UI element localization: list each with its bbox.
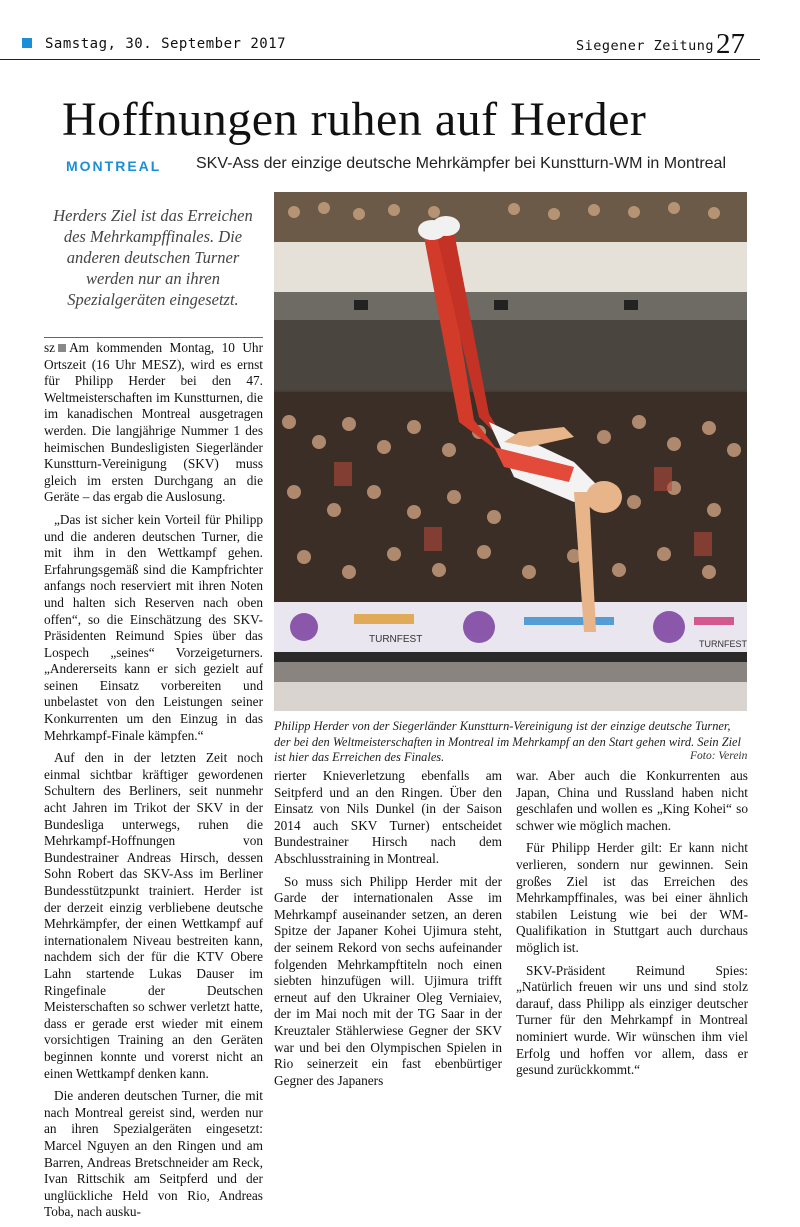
headline: Hoffnungen ruhen auf Herder <box>62 93 647 146</box>
banner-text: TURNFEST <box>699 639 747 649</box>
newspaper-name: Siegener Zeitung <box>576 38 715 54</box>
article-column-2 <box>274 768 502 1095</box>
dateline: MONTREAL <box>66 158 162 174</box>
banner-text: TURNFEST <box>369 634 423 645</box>
byline-marker <box>58 344 66 352</box>
paragraph: Für Philipp Herder gilt: Er kann nicht verlieren, sondern nur gewinnen. Sein großes Ziel ist das Erreichen des Mehrkampffinales, was bei einer ähnlich stabilen Leistung wie bei der WM-Qualifikation in Stuttgart auch durchaus möglich ist. <box>516 840 748 955</box>
paragraph: rierter Knieverletzung ebenfalls am Seitpferd und an den Ringen. Über den Einsatz von Nils Dunkel (in der Saison 2014 auch SKV Turner) entscheidet Bundestrainer Hirsch nach dem Abschlusstraining in Montreal. <box>274 768 502 866</box>
issue-date: Samstag, 30. September 2017 <box>45 36 287 52</box>
article-column-1 <box>44 340 263 1227</box>
header-rule <box>0 59 760 60</box>
page-number: 27 <box>716 28 745 60</box>
paragraph: SKV-Präsident Reimund Spies: „Natürlich freuen wir uns und sind stolz darauf, dass Philipp als einziger deutscher Turner für den Mehrkampf in Montreal nominiert wurde. Wir wünschen ihm viel Erfolg und hoffen vor allem, dass er gesund zurückkommt.“ <box>516 962 748 1078</box>
paragraph: „Das ist sicher kein Vorteil für Philipp und die anderen deutschen Turner, die mit ihm in den Wettkampf gehen. Erfahrungsgemäß sind die Kampfrichter anfangs noch reserviert mit ihren Noten und halten sich Reserven nach oben offen“, so die Einschätzung des SKV-Präsidenten Reimund Spies über das Lospech „seines“ Vorzeigeturners. „Andererseits kann er sich gezielt auf seinen Einsatz vorbereiten und unbelastet von den Leistungen seiner Konkurrenten um den Einzug in das Mehrkampf-Finale kämpfen.“ <box>44 511 263 743</box>
gymnast-photo <box>274 192 747 711</box>
paragraph: war. Aber auch die Konkurrenten aus Japan, China und Russland haben nicht geschlafen und wollen es „King Kohei“ so schwer wie möglich machen. <box>516 768 748 833</box>
paragraph-text: Am kommenden Montag, 10 Uhr Ortszeit (16 Uhr MESZ), wird es ernst für Philipp Herder bei den 47. Weltmeisterschaften im Kunstturnen, die im kanadischen Montreal ausgetragen werden. Die langjährige Nummer 1 des heimischen Bundesligisten Siegerländer Kunstturn-Vereinigung (SKV) muss gleich im ersten Durchgang an die Geräte – das ergab die Auslosung. <box>44 340 263 505</box>
paragraph: Die anderen deutschen Turner, die mit nach Montreal gereist sind, werden nur an ihren Spezialgeräten eingesetzt: Marcel Nguyen an den Ringen und am Barren, Andreas Bretschneider am Reck, Ivan Rittschik am Seitpferd und der unglückliche Held von Rio, Andreas Toba, nach ausku- <box>44 1088 263 1220</box>
subheadline: SKV-Ass der einzige deutsche Mehrkämpfer bei Kunstturn-WM in Montreal <box>196 155 727 172</box>
pull-quote: Herders Ziel ist das Erreichen des Mehrkampffinales. Die anderen deutschen Turner werden nur an ihren Spezialgeräten eingesetzt. <box>53 206 253 309</box>
paragraph <box>44 340 263 506</box>
section-marker <box>22 38 32 48</box>
photo-credit: Foto: Verein <box>690 750 748 762</box>
paragraph: Auf den in der letzten Zeit noch einmal sichtbar kräftiger gewordenen Schultern des Berliners, seit nunmehr acht Jahren im Trikot der SKV in der Bundesliga unterwegs, ruhen die Mehrkampf-Hoffnungen von Bundestrainer Andreas Hirsch, dessen Sohn Robert das SKV-Ass im Berliner Bundesstützpunkt trainiert. Herder ist der derzeit einzig verbliebene deutsche Mehrkämpfer, der einen Wettkampf auf internationalem Niveau bestreiten kann, nachdem sich der für die KTV Obere Lahn startende Lukas Dauser im Ringefinale der Deutschen Meisterschaften so schwer verletzt hatte, dass er gerade erst wieder mit einem vorsichtigen Training an den Geräten beginnen konnte und vorerst nicht an einen Wettkampf denken kann. <box>44 750 263 1081</box>
photo-caption: Philipp Herder von der Siegerländer Kunstturn-Vereinigung ist der einzige deutsche Turner, der bei den Weltmeisterschaften in Montreal im Mehrkampf an den Start gehen wird. Sein Ziel ist hier das Erreichen des Finales. <box>274 719 741 764</box>
pull-quote-rule <box>44 337 263 338</box>
article-column-3 <box>516 768 748 1085</box>
byline: sz <box>44 340 56 355</box>
paragraph: So muss sich Philipp Herder mit der Garde der internationalen Asse im Mehrkampf auseinander setzen, an deren Spitze der Japaner Kohei Ujimura steht, der seinem Rekord von sechs aufeinander folgenden Mehrkampftiteln noch einen siebten hinzufügen will. Ujimura trifft erneut auf den Ukrainer Oleg Verniaiev, der im Mai noch mit der TG Saar in der Kreuztaler Stählerwiese Gegner der SKV war und bei den Olympischen Spielen in Rio seinerzeit ein fast ebenbürtiger Gegner des Japaners <box>274 873 502 1088</box>
